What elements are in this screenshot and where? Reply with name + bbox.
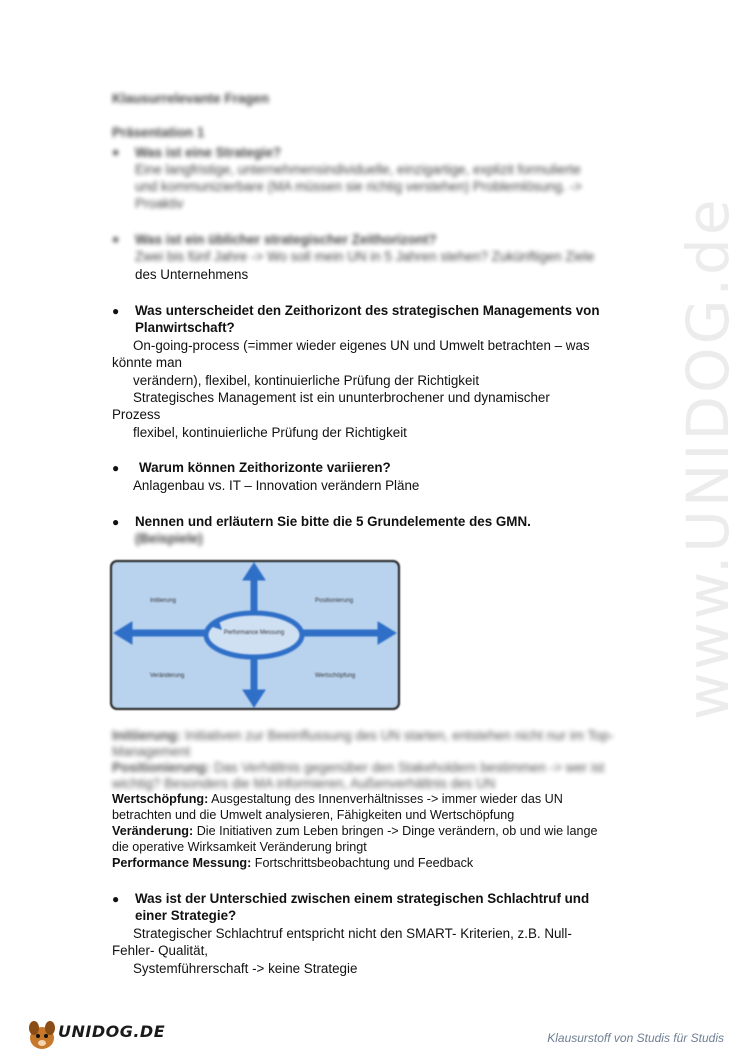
element-performance xyxy=(112,855,473,872)
element-initiierung xyxy=(112,727,613,744)
question-3-line-1: Was unterscheidet den Zeithorizont des strategischen Managements von xyxy=(135,303,600,318)
answer-3-line-5: Prozess xyxy=(112,407,161,422)
answer-1-line-1: Eine langfristige, unternehmensindividuelle, einzigartige, explizit formulierte xyxy=(135,162,581,177)
document-title: Klausurrelevante Fragen xyxy=(112,91,270,106)
element-wertschoepfung-cont: betrachten und die Umwelt analysieren, Fähigkeiten und Wertschöpfung xyxy=(112,808,515,822)
answer-6-line-2: Fehler- Qualität, xyxy=(112,943,209,958)
diagram-label-bottom-left: Veränderung xyxy=(150,673,185,679)
answer-3-line-4: Strategisches Management ist ein ununterbrochener und dynamischer xyxy=(133,390,550,405)
element-wertschoepfung xyxy=(112,791,563,808)
question-6-line-2: einer Strategie? xyxy=(135,908,237,923)
element-veraenderung xyxy=(112,823,598,840)
bullet-icon: ● xyxy=(112,515,120,529)
question-4: Warum können Zeithorizonte variieren? xyxy=(139,460,391,475)
bullet-icon: ● xyxy=(112,232,120,246)
answer-3-line-6: flexibel, kontinuierliche Prüfung der Richtigkeit xyxy=(133,425,407,440)
element-text: Das Verhältnis gegenüber den Stakeholdern bestimmen -> wer ist xyxy=(213,760,605,775)
element-positionierung xyxy=(112,759,604,776)
element-label: Wertschöpfung: xyxy=(112,792,209,806)
bullet-icon: ● xyxy=(112,892,120,906)
diagram-center-label: Performance Messung xyxy=(223,630,285,636)
element-initiierung-cont: Management xyxy=(112,744,191,759)
element-veraenderung-cont: die operative Wirksamkeit Veränderung bringt xyxy=(112,840,367,854)
section-heading: Präsentation 1 xyxy=(112,125,205,140)
element-label: Positionierung: xyxy=(112,760,211,775)
bullet-icon: ● xyxy=(112,461,120,475)
element-text: Initiativen zur Beeinflussung des UN starten, entstehen nicht nur im Top- xyxy=(184,728,614,743)
logo-text[interactable]: UNIDOG.DE xyxy=(58,1022,166,1041)
element-positionierung-cont: wichtig? Besonders die MA informieren, Außenverhältnis des UN xyxy=(112,776,496,791)
element-text: Fortschrittsbeobachtung und Feedback xyxy=(254,856,474,870)
diagram-label-top-left: Initiierung xyxy=(150,598,177,604)
watermark: www.UNIDOG.de xyxy=(674,196,742,720)
diagram-label-top-right: Positionierung xyxy=(315,598,354,604)
question-5-sub: (Beispiele) xyxy=(135,531,203,546)
element-text: Die Initiativen zum Leben bringen -> Dinge verändern, ob und wie lange xyxy=(196,824,598,838)
answer-6-line-1: Strategischer Schlachtruf entspricht nicht den SMART- Kriterien, z.B. Null- xyxy=(133,926,572,941)
answer-3-line-3: verändern), flexibel, kontinuierliche Prüfung der Richtigkeit xyxy=(133,373,480,388)
question-2: Was ist ein üblicher strategischer Zeithorizont? xyxy=(135,232,437,247)
question-1: Was ist eine Strategie? xyxy=(135,145,282,160)
footer-tagline: Klausurstoff von Studis für Studis xyxy=(547,1031,724,1045)
question-3-line-2: Planwirtschaft? xyxy=(135,320,235,335)
diagram-label-bottom-right: Wertschöpfung xyxy=(315,673,356,679)
element-text: Ausgestaltung des Innenverhältnisses -> immer wieder das UN xyxy=(211,792,563,806)
bullet-icon: ● xyxy=(112,304,120,318)
bullet-icon: ● xyxy=(112,145,120,159)
answer-2-line-2: des Unternehmens xyxy=(135,267,249,282)
answer-4-line-1: Anlagenbau vs. IT – Innovation verändern Pläne xyxy=(133,478,420,493)
element-label: Performance Messung: xyxy=(112,856,252,870)
answer-3-line-2: könnte man xyxy=(112,355,182,370)
answer-1-line-2: und kommunizierbare (MA müssen sie richtig verstehen) Problemlösung. -> xyxy=(135,179,582,194)
question-5: Nennen und erläutern Sie bitte die 5 Grundelemente des GMN. xyxy=(135,514,531,529)
answer-2-line-1: Zwei bis fünf Jahre -> Wo soll mein UN in 5 Jahren stehen? Zukünftigen Ziele xyxy=(135,249,595,264)
element-label: Initiierung: xyxy=(112,728,182,743)
answer-3-line-1: On-going-process (=immer wieder eigenes UN und Umwelt betrachten – was xyxy=(133,338,590,353)
element-label: Veränderung: xyxy=(112,824,194,838)
answer-6-line-3: Systemführerschaft -> keine Strategie xyxy=(133,961,358,976)
gmn-diagram xyxy=(110,560,400,710)
answer-1-line-3: Proaktiv xyxy=(135,196,184,211)
question-6-line-1: Was ist der Unterschied zwischen einem strategischen Schlachtruf und xyxy=(135,891,590,906)
